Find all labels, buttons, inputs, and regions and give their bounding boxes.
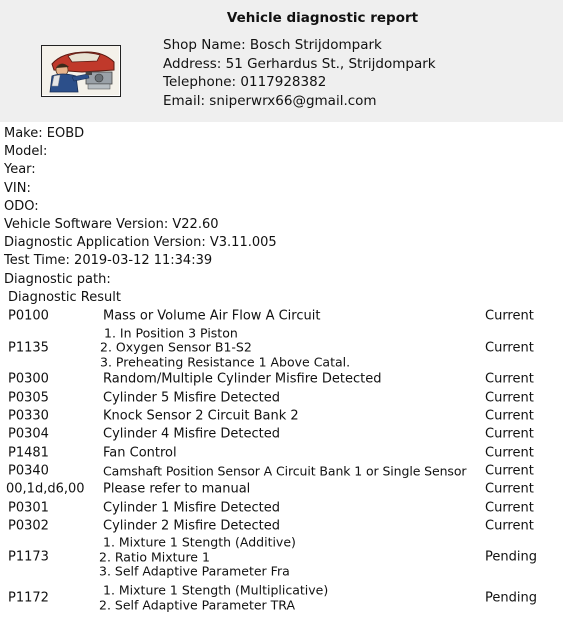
shop-name: Shop Name: Bosch Strijdompark (163, 37, 382, 53)
dtc-table (0, 307, 563, 617)
table-row (0, 407, 563, 425)
dtc-description: Mass or Volume Air Flow A Circuit (103, 308, 321, 324)
table-row (0, 370, 563, 388)
test-time: Test Time: 2019-03-12 11:34:39 (4, 253, 213, 269)
dtc-code: P0100 (8, 308, 49, 324)
diagnostic-app-version: Diagnostic Application Version: V3.11.005 (4, 235, 277, 251)
table-row (0, 307, 563, 325)
dtc-description-line: 2. Ratio Mixture 1 (99, 549, 210, 565)
shop-telephone: Telephone: 0117928382 (163, 74, 327, 90)
dtc-code: P0330 (8, 408, 49, 424)
dtc-description-line: 3. Self Adaptive Parameter Fra (99, 563, 290, 579)
vehicle-year: Year: (4, 162, 36, 178)
dtc-status: Current (485, 463, 534, 479)
dtc-code: P0300 (8, 371, 49, 387)
table-row (0, 443, 563, 461)
vehicle-vin: VIN: (4, 180, 31, 196)
dtc-code: 00,1d,d6,00 (6, 481, 85, 497)
report-header (0, 0, 563, 122)
dtc-code: P0340 (8, 463, 49, 479)
dtc-status: Current (485, 390, 534, 406)
dtc-code: P0305 (8, 390, 49, 406)
dtc-description-line: 1. Mixture 1 Stength (Additive) (103, 534, 296, 550)
dtc-status: Current (485, 518, 534, 534)
report-title: Vehicle diagnostic report (226, 10, 419, 26)
dtc-description (100, 326, 350, 370)
dtc-description: Knock Sensor 2 Circuit Bank 2 (103, 408, 299, 424)
dtc-description: Camshaft Position Sensor A Circuit Bank 1 or Single Sensor (103, 463, 467, 479)
table-row (0, 498, 563, 516)
dtc-code: P1481 (8, 445, 49, 461)
dtc-status: Current (485, 426, 534, 442)
table-row (0, 462, 563, 480)
dtc-code: P1172 (8, 590, 49, 606)
dtc-description: Cylinder 4 Misfire Detected (103, 426, 280, 442)
dtc-status: Pending (485, 549, 537, 565)
table-row (0, 535, 563, 580)
dtc-description-line: 2. Oxygen Sensor B1-S2 (100, 339, 252, 355)
shop-logo (41, 45, 121, 97)
dtc-description-line: 3. Preheating Resistance 1 Above Catal. (100, 354, 351, 370)
dtc-description: Random/Multiple Cylinder Misfire Detected (103, 371, 382, 387)
table-row (0, 517, 563, 535)
dtc-status: Current (485, 371, 534, 387)
dtc-status: Current (485, 340, 534, 356)
dtc-status: Current (485, 308, 534, 324)
table-row (0, 389, 563, 407)
dtc-description-line: 1. Mixture 1 Stength (Multiplicative) (103, 582, 329, 598)
shop-address: Address: 51 Gerhardus St., Strijdompark (163, 55, 436, 72)
dtc-description-line: 1. In Position 3 Piston (104, 325, 238, 341)
dtc-description (99, 584, 328, 613)
diagnostic-result-title: Diagnostic Result (8, 290, 121, 305)
dtc-status: Current (485, 445, 534, 461)
dtc-status: Current (485, 408, 534, 424)
dtc-code: P1135 (8, 340, 49, 356)
dtc-description: Please refer to manual (103, 481, 251, 497)
vehicle-info (4, 125, 277, 289)
dtc-status: Current (485, 500, 534, 516)
table-row (0, 480, 563, 498)
table-row (0, 325, 563, 370)
dtc-code: P1173 (8, 549, 49, 565)
dtc-description: Cylinder 5 Misfire Detected (103, 390, 280, 406)
dtc-code: P0302 (8, 518, 49, 534)
shop-info (163, 36, 436, 110)
dtc-status: Current (485, 481, 534, 497)
dtc-description: Cylinder 1 Misfire Detected (103, 500, 280, 516)
dtc-code: P0301 (8, 500, 49, 516)
vehicle-model: Model: (4, 144, 48, 160)
dtc-description: Cylinder 2 Misfire Detected (103, 518, 280, 534)
vehicle-make: Make: EOBD (4, 126, 85, 141)
table-row (0, 580, 563, 617)
table-row (0, 425, 563, 443)
dtc-status: Pending (485, 590, 537, 606)
dtc-description: Fan Control (103, 445, 177, 461)
dtc-description-line: 2. Self Adaptive Parameter TRA (99, 597, 296, 613)
dtc-description (99, 536, 296, 580)
diagnostic-path: Diagnostic path: (4, 271, 111, 287)
vehicle-odo: ODO: (4, 198, 39, 214)
vehicle-software-version: Vehicle Software Version: V22.60 (4, 216, 219, 232)
shop-email: Email: sniperwrx66@gmail.com (163, 92, 377, 109)
dtc-code: P0304 (8, 426, 49, 442)
mechanic-logo-icon (42, 46, 119, 95)
